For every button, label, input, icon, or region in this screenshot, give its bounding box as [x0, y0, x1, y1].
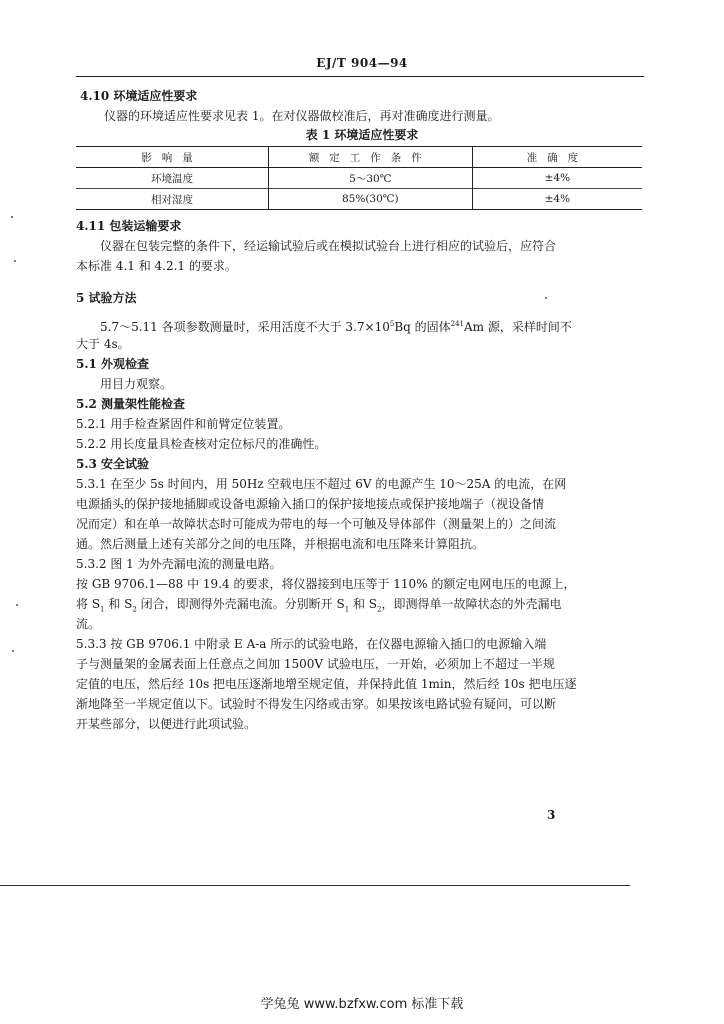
table-row [76, 189, 642, 210]
scan-speck [11, 216, 13, 218]
table-1-caption: 表 1 环境适应性要求 [305, 128, 419, 142]
page-number: 3 [547, 808, 556, 822]
table-header-cell: 影响量 [76, 147, 268, 168]
table-header-cell: 准确度 [472, 147, 642, 168]
table-header-row [76, 147, 642, 168]
section-5-3-2-line-2: 按 GB 9706.1—88 中 19.4 的要求，将仪器接到电压等于 110% 的额定电网电压的电源上， [76, 577, 576, 591]
table-header-cell: 额定工作条件 [268, 147, 472, 168]
intro-exponent: 5 [389, 320, 395, 328]
subscript: 1 [100, 605, 105, 614]
intro-text: 5.7～5.11 各项参数测量时，采用活度不大于 3.7×10 [100, 320, 390, 334]
text-run: ，即测得单一故障状态的外壳漏电 [381, 597, 562, 611]
section-5-3-3-line-2: 子与测量架的金属表面上任意点之间加 1500V 试验电压，一开始，必须加上不超过一半规 [76, 657, 555, 671]
table-cell: 85%(30℃) [268, 189, 472, 210]
subscript: 2 [132, 605, 137, 614]
text-run: 和 S [349, 597, 378, 611]
section-5-3-1-line-3: 况而定）和在单一故障状态时可能成为带电的每一个可触及导体部件（测量架上的）之间流 [76, 517, 557, 531]
intro-text: Bq 的固体 [394, 320, 451, 334]
section-5-2-heading: 5.2 测量架性能检查 [76, 397, 186, 411]
section-4-10-heading: 4.10 环境适应性要求 [80, 89, 198, 103]
table-cell: ±4% [472, 189, 642, 210]
section-5-3-3-line-5: 开某些部分，以便进行此项试验。 [76, 717, 257, 731]
section-5-2-1: 5.2.1 用手检查紧固件和前臂定位装置。 [76, 417, 291, 431]
section-5-3-1-line-4: 通。然后测量上述有关部分之间的电压降，并根据电流和电压降来计算阻抗。 [76, 537, 485, 551]
watermark-footer: 学兔兔 www.bzfxw.com 标准下载 [260, 997, 464, 1012]
section-5-3-3-line-3: 定值的电压，然后经 10s 把电压逐渐地增至规定值，并保持此值 1min，然后经 10s 把电压逐 [76, 677, 577, 691]
section-4-11-line-2: 本标准 4.1 和 4.2.1 的要求。 [76, 259, 237, 273]
scan-speck [14, 260, 16, 262]
section-5-3-1-line-2: 电源插头的保护接地插脚或设备电源输入插口的保护接地接点或保护接地端子（视设备情 [76, 497, 545, 511]
intro-text: Am 源，采样时间不 [464, 320, 572, 334]
scan-speck [545, 297, 547, 299]
environment-table [76, 146, 642, 210]
scan-speck [16, 604, 18, 606]
section-4-11-line-1: 仪器在包装完整的条件下，经运输试验后或在模拟试验台上进行相应的试验后，应符合 [100, 239, 557, 253]
isotope-mass-number: 241 [450, 320, 465, 328]
section-5-2-2: 5.2.2 用长度量具检查核对定位标尺的准确性。 [76, 437, 327, 451]
table-cell: 环境温度 [76, 168, 268, 189]
table-cell: 相对湿度 [76, 189, 268, 210]
section-5-3-2-line-4: 流。 [76, 617, 101, 631]
section-4-11-heading: 4.11 包装运输要求 [76, 219, 182, 233]
section-5-3-3-line-4: 渐地降至一半规定值以下。试验时不得发生闪络或击穿。如果按该电路试验有疑问，可以断 [76, 697, 557, 711]
section-5-1-text: 用目力观察。 [100, 377, 173, 391]
section-5-3-3-line-1: 5.3.3 按 GB 9706.1 中附录 E A-a 所示的试验电路，在仪器电源输入插口的电源输入端 [76, 637, 547, 651]
table-row [76, 168, 642, 189]
section-5-3-heading: 5.3 安全试验 [76, 457, 150, 471]
text-run: 将 S [76, 597, 101, 611]
section-5-3-1-line-1: 5.3.1 在至少 5s 时间内，用 50Hz 空载电压不超过 6V 的电源产生 10～25A 的电流，在网 [76, 477, 567, 491]
section-5-3-2-line-1: 5.3.2 图 1 为外壳漏电流的测量电路。 [76, 557, 282, 571]
section-5-intro-line-2: 大于 4s。 [76, 337, 130, 351]
bottom-rule [0, 885, 630, 886]
section-5-1-heading: 5.1 外观检查 [76, 357, 150, 371]
table-cell: 5～30℃ [268, 168, 472, 189]
subscript: 1 [344, 605, 350, 614]
section-5-heading: 5 试验方法 [76, 291, 137, 305]
text-run: 和 S [104, 597, 133, 611]
subscript: 2 [377, 605, 382, 614]
standard-code-header: EJ/T 904—94 [316, 56, 408, 70]
section-4-10-paragraph: 仪器的环境适应性要求见表 1。在对仪器做校准后，再对准确度进行测量。 [104, 109, 500, 123]
text-run: 闭合，即测得外壳漏电流。分别断开 S [136, 597, 345, 611]
scan-speck [12, 650, 14, 652]
header-rule [76, 76, 644, 77]
table-cell: ±4% [472, 168, 642, 189]
